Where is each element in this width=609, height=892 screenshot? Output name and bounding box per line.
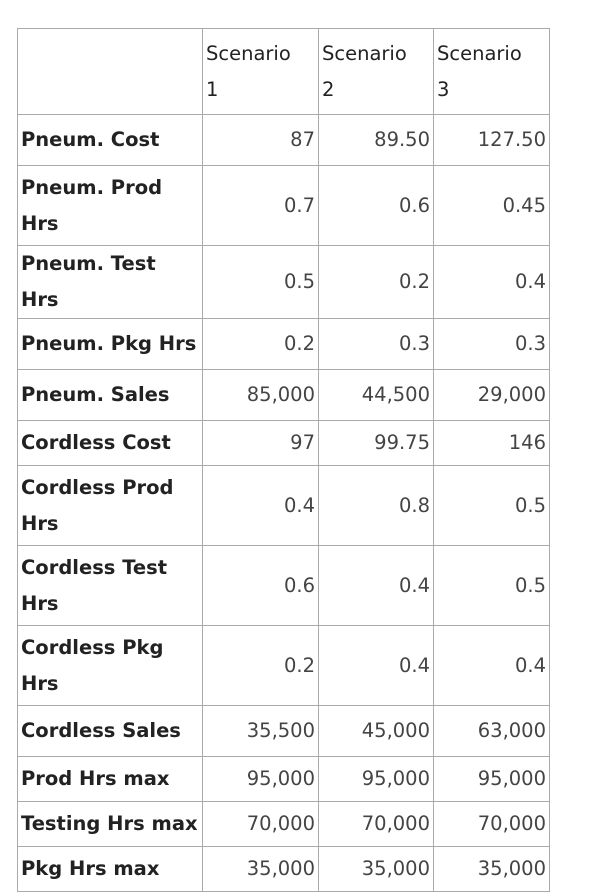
value-cell: 45,000 — [319, 706, 434, 757]
value-cell: 95,000 — [203, 757, 319, 802]
row-label: Testing Hrs max — [18, 802, 203, 847]
value-cell: 0.3 — [434, 319, 550, 370]
row-label: Cordless Pkg Hrs — [18, 626, 203, 706]
value-cell: 95,000 — [434, 757, 550, 802]
value-cell: 63,000 — [434, 706, 550, 757]
value-cell: 87 — [203, 115, 319, 166]
row-label: Cordless Sales — [18, 706, 203, 757]
header-cell-empty — [18, 29, 203, 115]
table-row — [18, 370, 550, 421]
table-row — [18, 115, 550, 166]
header-line: Scenario — [437, 42, 522, 65]
header-line: 3 — [437, 78, 450, 101]
row-label: Cordless Test Hrs — [18, 546, 203, 626]
value-cell: 0.4 — [319, 626, 434, 706]
table-row — [18, 847, 550, 892]
table-row — [18, 546, 550, 626]
value-cell: 0.6 — [203, 546, 319, 626]
value-cell: 35,500 — [203, 706, 319, 757]
value-cell: 89.50 — [319, 115, 434, 166]
value-cell: 70,000 — [434, 802, 550, 847]
row-label: Prod Hrs max — [18, 757, 203, 802]
value-cell: 0.2 — [203, 319, 319, 370]
header-line: 2 — [322, 78, 335, 101]
header-cell-scenario-3 — [434, 29, 550, 115]
table-row — [18, 166, 550, 246]
header-line: Scenario — [206, 42, 291, 65]
table-row — [18, 421, 550, 466]
value-cell: 146 — [434, 421, 550, 466]
row-label: Cordless Cost — [18, 421, 203, 466]
value-cell: 99.75 — [319, 421, 434, 466]
row-label: Pneum. Sales — [18, 370, 203, 421]
value-cell: 0.4 — [203, 466, 319, 546]
value-cell: 97 — [203, 421, 319, 466]
table-row — [18, 802, 550, 847]
table-row — [18, 246, 550, 319]
row-label: Pneum. Pkg Hrs — [18, 319, 203, 370]
value-cell: 95,000 — [319, 757, 434, 802]
table-row — [18, 757, 550, 802]
value-cell: 0.5 — [203, 246, 319, 319]
row-label: Pkg Hrs max — [18, 847, 203, 892]
value-cell: 0.4 — [434, 246, 550, 319]
row-label: Pneum. Prod Hrs — [18, 166, 203, 246]
value-cell: 70,000 — [319, 802, 434, 847]
value-cell: 0.4 — [319, 546, 434, 626]
value-cell: 35,000 — [203, 847, 319, 892]
value-cell: 0.5 — [434, 546, 550, 626]
value-cell: 0.45 — [434, 166, 550, 246]
value-cell: 0.8 — [319, 466, 434, 546]
row-label: Pneum. Test Hrs — [18, 246, 203, 319]
value-cell: 35,000 — [319, 847, 434, 892]
value-cell: 0.6 — [319, 166, 434, 246]
header-row — [18, 29, 550, 115]
header-cell-scenario-1 — [203, 29, 319, 115]
scenario-table — [17, 28, 550, 892]
value-cell: 127.50 — [434, 115, 550, 166]
value-cell: 70,000 — [203, 802, 319, 847]
value-cell: 0.2 — [319, 246, 434, 319]
row-label: Cordless Prod Hrs — [18, 466, 203, 546]
header-line: 1 — [206, 78, 219, 101]
table-row — [18, 626, 550, 706]
value-cell: 29,000 — [434, 370, 550, 421]
header-line: Scenario — [322, 42, 407, 65]
value-cell: 0.7 — [203, 166, 319, 246]
header-cell-scenario-2 — [319, 29, 434, 115]
value-cell: 35,000 — [434, 847, 550, 892]
value-cell: 0.3 — [319, 319, 434, 370]
value-cell: 0.2 — [203, 626, 319, 706]
value-cell: 0.5 — [434, 466, 550, 546]
table-row — [18, 466, 550, 546]
table-row — [18, 706, 550, 757]
table-row — [18, 319, 550, 370]
value-cell: 44,500 — [319, 370, 434, 421]
value-cell: 85,000 — [203, 370, 319, 421]
row-label: Pneum. Cost — [18, 115, 203, 166]
value-cell: 0.4 — [434, 626, 550, 706]
